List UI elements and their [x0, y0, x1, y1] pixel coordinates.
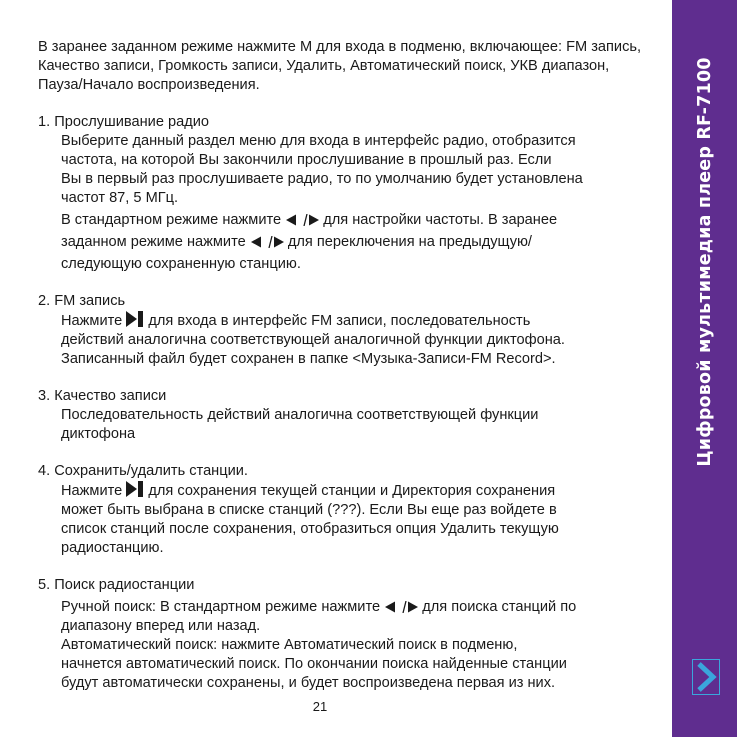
text-line: список станций после сохранения, отобразиться опция Удалить текущую: [61, 521, 559, 537]
text-line: может быть выбрана в списке станций (???). Если Вы еще раз войдете в: [61, 502, 557, 518]
text-line: [61, 598, 653, 617]
chevron-right-icon: [692, 682, 720, 699]
text-line: диктофона: [61, 426, 136, 442]
text-line: Автоматический поиск: нажмите Автоматический поиск в подменю,: [61, 637, 518, 653]
play-pause-icon: [126, 311, 144, 327]
prev-next-icon: [285, 214, 319, 226]
text-line: [61, 311, 653, 331]
section-title: 1. Прослушивание радио: [38, 114, 210, 130]
section-title: 3. Качество записи: [38, 388, 167, 404]
section-recording-quality: [38, 387, 653, 444]
section-fm-recording: [38, 292, 653, 369]
text-segment: заданном режиме нажмите: [61, 234, 246, 250]
section-title: 4. Сохранить/удалить станции.: [38, 463, 248, 479]
text-line: Вы в первый раз прослушиваете радио, то по умолчанию будет установлена: [61, 171, 583, 187]
text-segment: Ручной поиск: В стандартном режиме нажмите: [61, 599, 381, 615]
text-line: Записанный файл будет сохранен в папке <Музыка-Записи-FM Record>.: [61, 351, 556, 367]
section-station-search: [38, 576, 653, 693]
section-radio-listening: [38, 113, 653, 274]
section-title: 5. Поиск радиостанции: [38, 577, 195, 593]
text-segment: для сохранения текущей станции и Директория сохранения: [148, 483, 556, 499]
text-line: [61, 211, 653, 230]
section-title: 2. FM запись: [38, 293, 126, 309]
page-number: 21: [312, 699, 328, 714]
text-segment: для настройки частоты. В заранее: [323, 212, 558, 228]
text-line: будут автоматически сохранены, и будет воспроизведена первая из них.: [61, 675, 556, 691]
sidebar-title: Цифровой мультимедиа плеер RF-7100: [695, 57, 715, 467]
page-content: [38, 38, 653, 693]
text-line: следующую сохраненную станцию.: [61, 256, 301, 272]
text-segment: для поиска станций по: [422, 599, 577, 615]
text-line: частот 87, 5 МГц.: [61, 190, 179, 206]
text-segment: для переключения на предыдущую/: [287, 234, 532, 250]
section-save-delete-stations: [38, 462, 653, 558]
next-page-button[interactable]: [692, 659, 720, 695]
section-body: [38, 481, 653, 558]
text-line: начнется автоматический поиск. По окончании поиска найденные станции: [61, 656, 567, 672]
text-line: Выберите данный раздел меню для входа в интерфейс радио, отобразится: [61, 133, 576, 149]
section-body: [38, 406, 653, 444]
text-line: Последовательность действий аналогична соответствующей функции: [61, 407, 539, 423]
text-segment: В стандартном режиме нажмите: [61, 212, 282, 228]
text-line: [61, 481, 653, 501]
prev-next-icon: [250, 236, 284, 248]
section-body: [38, 311, 653, 369]
intro-paragraph: В заранее заданном режиме нажмите М для входа в подменю, включающее: FM запись, Качество записи, Громкость записи, Удалить, Автоматический поиск, УКВ диапазон, Пауза/Начало воспроизведения.: [38, 39, 642, 93]
text-segment: для входа в интерфейс FM записи, последовательность: [148, 313, 531, 329]
text-line: действий аналогична соответствующей аналогичной функции диктофона.: [61, 332, 565, 348]
text-line: диапазону вперед или назад.: [61, 618, 261, 634]
text-segment: Нажмите: [61, 313, 123, 329]
text-segment: Нажмите: [61, 483, 123, 499]
play-pause-icon: [126, 481, 144, 497]
text-line: частота, на которой Вы закончили прослушивание в прошлый раз. Если: [61, 152, 552, 168]
section-body: [38, 132, 653, 274]
section-body: [38, 598, 653, 693]
text-line: [61, 233, 653, 252]
text-line: радиостанцию.: [61, 540, 164, 556]
prev-next-icon: [384, 601, 418, 613]
